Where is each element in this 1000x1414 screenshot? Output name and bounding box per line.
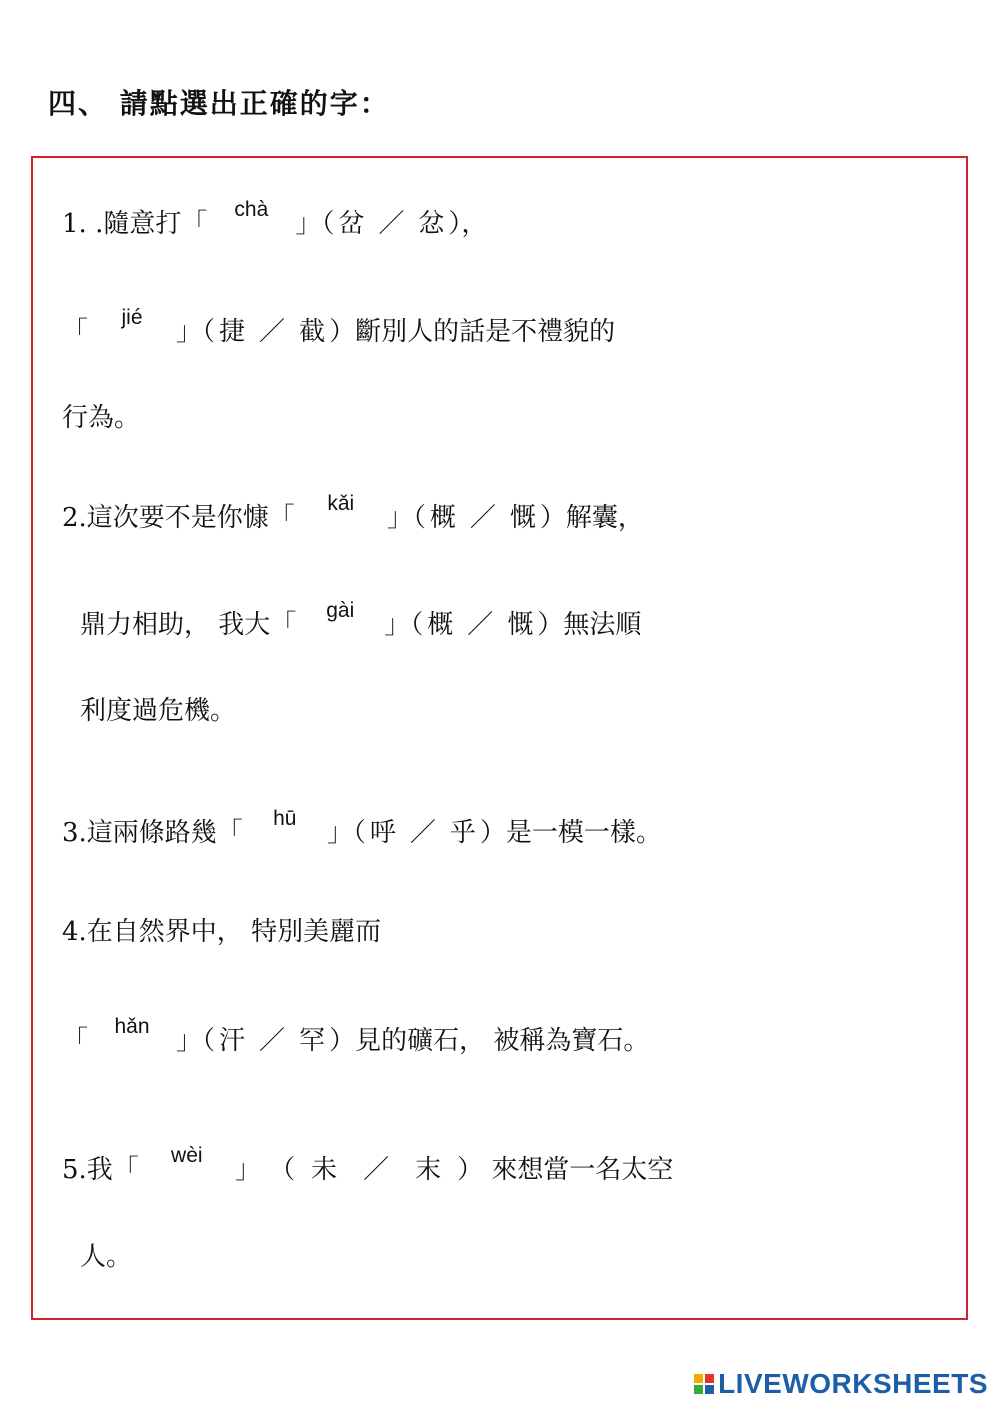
q4-rest: ）見的礦石， 被稱為寶石。 [329,1026,650,1056]
q2-choice-1b[interactable]: 慨 [509,503,536,533]
q1-choice-2a[interactable]: 捷 [219,317,246,347]
q3-open: 」（ [326,818,366,848]
separator: ／ [409,818,436,848]
logo-square-4 [705,1385,714,1394]
logo-square-2 [705,1374,714,1383]
q5-pinyin: wèi [171,1144,203,1167]
logo-mark-icon [694,1374,714,1394]
q4-pinyin: hǎn [114,1015,150,1038]
q4-line-2 [62,1015,650,1061]
q2-pinyin-1: kǎi [327,492,355,515]
logo-square-3 [694,1385,703,1394]
q2-choice-2a[interactable]: 概 [427,610,454,640]
q3-choice-a[interactable]: 呼 [369,818,396,848]
worksheet-heading: 四、 請點選出正確的字： [48,87,390,120]
q1-choice-1b[interactable]: 忿 [418,209,445,239]
logo-text: LIVEWORKSHEETS [718,1368,988,1399]
q3-line [62,807,662,853]
q3-prefix: 3.這兩條路幾「 [62,818,243,848]
q2-line-2 [80,599,642,645]
q1-rest-2: ）斷別人的話是不禮貌的 [329,317,616,347]
q2-choice-1a[interactable]: 概 [429,503,456,533]
q2-pinyin-2: gài [326,599,355,622]
q2-line-3: 利度過危機。 [80,696,237,726]
q5-open: 」 （ [234,1155,296,1185]
liveworksheets-logo [694,1368,988,1400]
separator: ／ [259,317,286,347]
q2-open-1: 」（ [386,503,426,533]
q5-rest: ） 來想當一名太空 [457,1155,674,1185]
q4-choice-a[interactable]: 汗 [219,1026,246,1056]
q1-close-1: ）， [448,209,488,239]
q2-prefix-2: 鼎力相助， 我大「 [80,610,297,640]
q1-pinyin-1: chà [234,198,269,221]
q1-choice-2b[interactable]: 截 [299,317,326,347]
separator: ／ [378,209,405,239]
q5-prefix: 5.我「 [62,1155,139,1185]
q2-rest-1: ）解囊， [539,503,644,533]
q3-choice-b[interactable]: 乎 [449,818,476,848]
q4-open: 」（ [176,1026,216,1056]
q2-prefix: 2.這次要不是你慷「 [62,503,295,533]
logo-square-1 [694,1374,703,1383]
q1-pinyin-2: jié [121,306,143,329]
q1-choice-1a[interactable]: 岔 [338,209,365,239]
q2-open-2: 」（ [384,610,424,640]
q4-choice-b[interactable]: 罕 [299,1026,326,1056]
q4-line-1: 4.在自然界中， 特別美麗而 [62,917,382,947]
q5-choice-b[interactable]: 末 [415,1155,442,1185]
separator: ／ [363,1155,390,1185]
q5-line-1 [62,1144,674,1190]
q1-line-1 [62,198,488,244]
separator: ／ [467,610,494,640]
q1-open-quote-2: 「 [62,317,89,347]
q1-prefix: 1. .隨意打「 [62,209,208,239]
q2-rest-2: ）無法順 [537,610,642,640]
q5-line-2: 人。 [80,1242,133,1272]
q3-rest: ）是一模一樣。 [479,818,662,848]
q1-open-2: 」（ [176,317,216,347]
q3-pinyin: hū [273,807,297,830]
q4-open-quote: 「 [62,1026,89,1056]
q2-choice-2b[interactable]: 慨 [507,610,534,640]
separator: ／ [469,503,496,533]
q1-line-2 [62,306,616,352]
q1-open-1: 」（ [295,209,335,239]
q5-choice-a[interactable]: 未 [311,1155,338,1185]
separator: ／ [259,1026,286,1056]
q1-line-3: 行為。 [62,403,141,433]
q2-line-1 [62,492,644,538]
